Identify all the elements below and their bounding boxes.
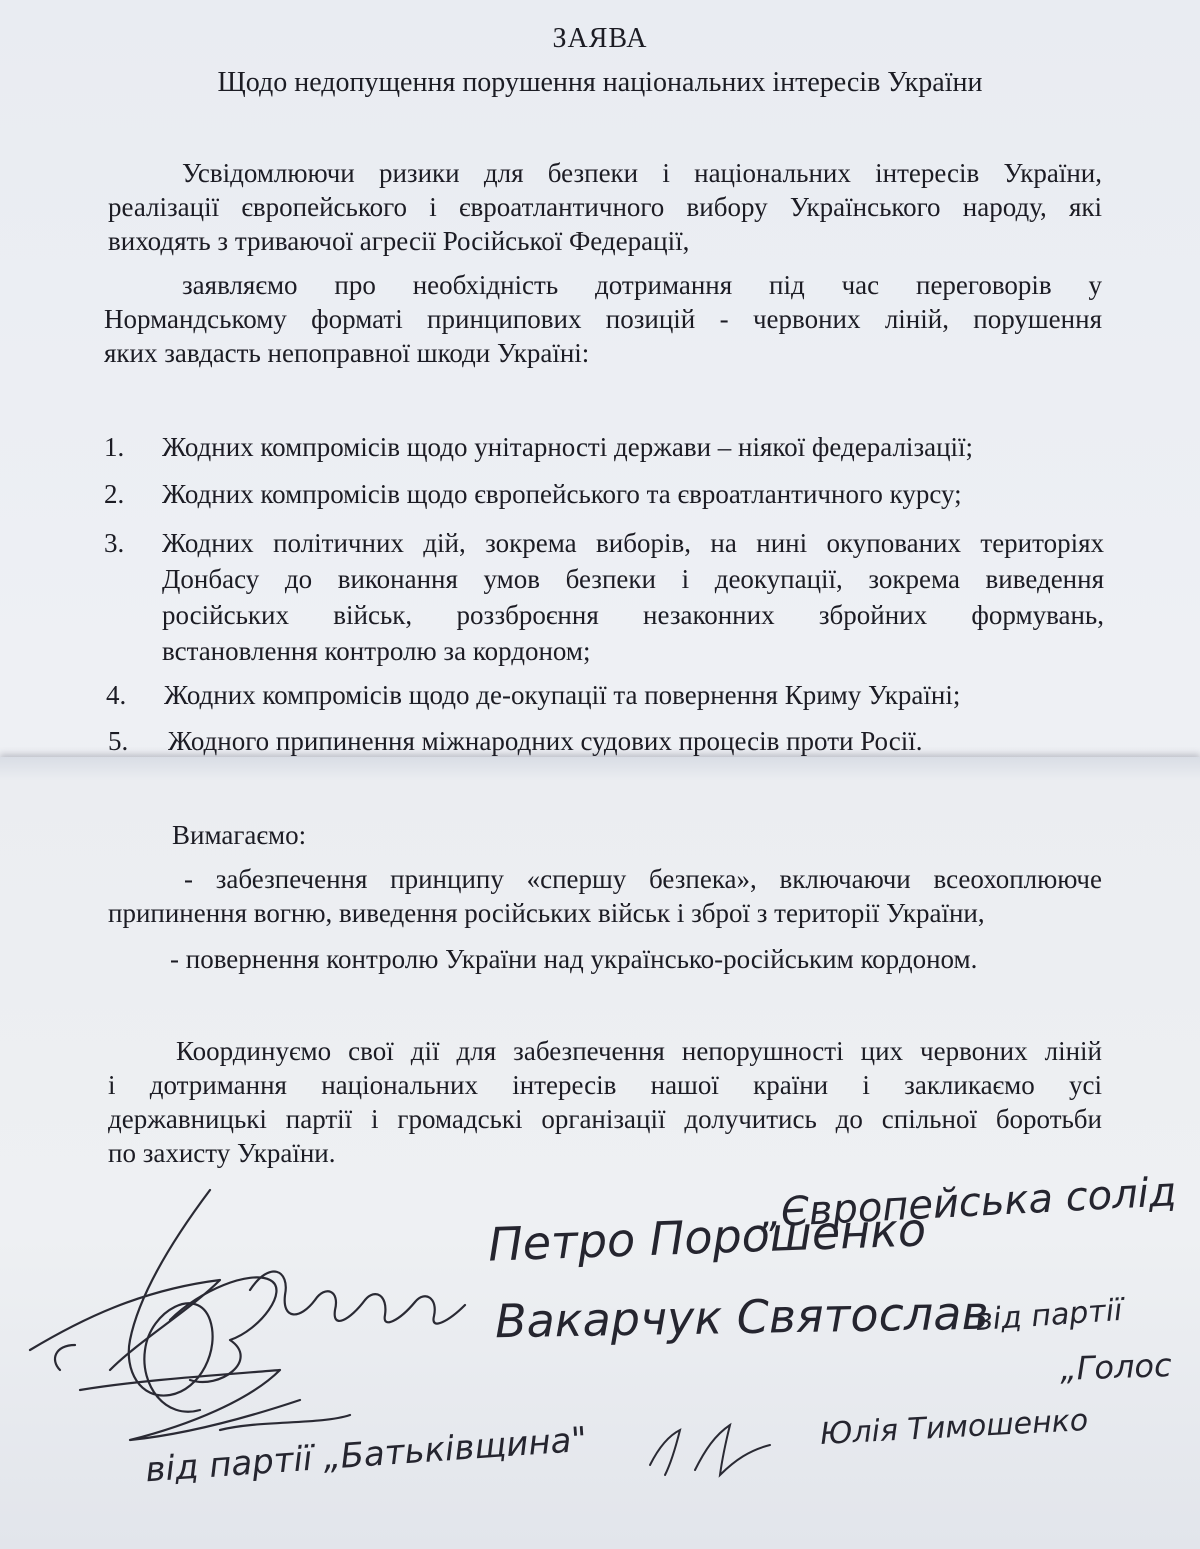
- declare-line: Нормандському форматі принципових позицій - червоних ліній, порушення: [104, 304, 1102, 334]
- demand-line: - повернення контролю України над українсько-російським кордоном.: [170, 944, 978, 974]
- document-subtitle: Щодо недопущення порушення національних інтересів України: [217, 67, 983, 98]
- signature-party-es: „Європейська солід: [759, 1169, 1178, 1237]
- intro-line: виходять з триваючої агресії Російської Федерації,: [108, 226, 690, 256]
- list-item-number: 2.: [104, 479, 125, 509]
- list-item: Жодних компромісів щодо європейського та євроатлантичного курсу;: [162, 479, 962, 509]
- list-item: Жодного припинення міжнародних судових процесів проти Росії.: [168, 726, 923, 756]
- closing-line: державницькі партії і громадські організації долучитись до спільної боротьби: [108, 1104, 1102, 1134]
- demand-heading: Вимагаємо:: [172, 820, 307, 850]
- document-title: ЗАЯВА: [552, 23, 648, 54]
- signature-batkivshchyna: від партії „Батьківщина": [144, 1419, 589, 1491]
- signature-party-golos-a: від партії: [973, 1292, 1124, 1339]
- signature-tymoshenko: Юлія Тимошенко: [819, 1403, 1090, 1452]
- list-item: встановлення контролю за кордоном;: [162, 636, 591, 666]
- declare-line: заявляємо про необхідність дотримання під час переговорів у: [182, 270, 1102, 300]
- closing-line: і дотримання національних інтересів нашої країни і закликаємо усі: [108, 1070, 1102, 1100]
- signature-poroshenko: Петро Порошенко: [487, 1202, 927, 1272]
- closing-line: по захисту України.: [108, 1138, 336, 1168]
- list-item: Жодних компромісів щодо де-окупації та повернення Криму Україні;: [164, 680, 961, 710]
- demand-line: - забезпечення принципу «спершу безпека», включаючи всеохоплююче: [184, 864, 1102, 894]
- declare-line: яких завдасть непоправної шкоди Україні:: [104, 338, 590, 368]
- signatures-area: [0, 1170, 1200, 1549]
- demand-line: припинення вогню, виведення російських військ і зброї з території України,: [108, 898, 985, 928]
- list-item: російських військ, роззброєння незаконних збройних формувань,: [162, 600, 1104, 630]
- list-item-number: 3.: [104, 528, 125, 558]
- list-item-number: 4.: [106, 680, 127, 710]
- handwritten-signature-scribble: [20, 1170, 500, 1460]
- intro-line: реалізації європейського і євроатлантичного вибору Українського народу, які: [108, 192, 1102, 222]
- list-item-number: 1.: [104, 432, 125, 462]
- list-item: Донбасу до виконання умов безпеки і деокупації, зокрема виведення: [162, 564, 1104, 594]
- signature-party-golos-b: „Голос: [1059, 1346, 1173, 1388]
- signature-vakarchuk: Вакарчук Святослав: [494, 1285, 989, 1349]
- list-item: Жодних політичних дій, зокрема виборів, на нині окупованих територіях: [162, 528, 1104, 558]
- handwritten-initials: [640, 1415, 780, 1485]
- closing-line: Координуємо свої дії для забезпечення непорушності цих червоних ліній: [176, 1036, 1102, 1066]
- list-item: Жодних компромісів щодо унітарності держави – ніякої федералізації;: [162, 432, 974, 462]
- list-item-number: 5.: [108, 726, 129, 756]
- intro-line: Усвідомлюючи ризики для безпеки і національних інтересів України,: [182, 158, 1102, 188]
